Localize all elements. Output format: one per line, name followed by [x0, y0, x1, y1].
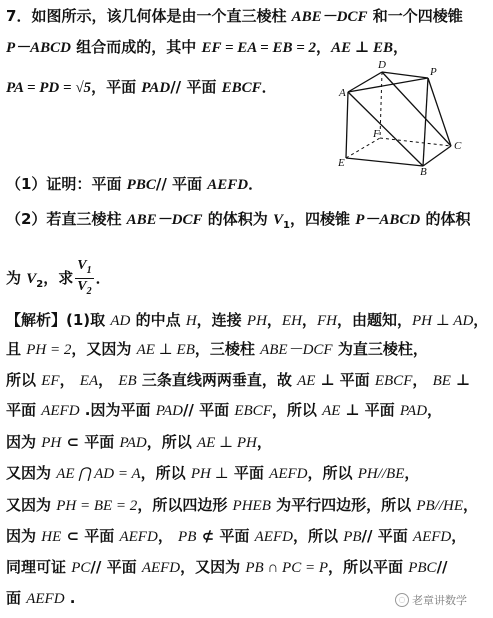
- text: 且: [6, 340, 27, 358]
- math: PH = 2: [26, 342, 72, 358]
- solution-line-9: [6, 557, 448, 578]
- math: V: [26, 270, 37, 287]
- watermark-text: 老章讲数学: [412, 594, 467, 607]
- subscript: 2: [86, 285, 92, 297]
- math: AEFD: [26, 591, 65, 607]
- text: 的中点: [130, 311, 186, 329]
- text: ，由题知，: [336, 311, 412, 329]
- math: PAD: [119, 435, 147, 451]
- text: ，: [266, 311, 282, 329]
- text: ，连接: [196, 311, 247, 329]
- text: 为: [6, 268, 27, 287]
- question-2-cont: [6, 258, 111, 299]
- text: 的体积为: [202, 210, 273, 228]
- math: PAD: [399, 403, 428, 419]
- math: EBCF: [221, 80, 262, 96]
- text: ．: [95, 268, 111, 287]
- text: // 平面: [90, 558, 142, 576]
- math: PAD: [155, 403, 183, 419]
- text: // 平面: [155, 175, 208, 193]
- math: PH: [246, 313, 267, 329]
- solution-line-10: [6, 588, 75, 609]
- text: ，四棱锥: [289, 210, 356, 228]
- text: ，: [427, 401, 443, 419]
- subscript: 1: [283, 220, 290, 231]
- math: V: [272, 212, 283, 228]
- math: PB//HE: [416, 498, 463, 514]
- solution-line-3: [6, 370, 470, 391]
- text: // 平面: [182, 401, 235, 419]
- edge-BC: [423, 146, 451, 166]
- text: （2）若直三棱柱: [6, 210, 127, 228]
- text: ⊥: [450, 371, 470, 389]
- math: PH ⊥: [190, 466, 229, 482]
- question-1: [6, 174, 263, 195]
- label-B: B: [420, 166, 427, 176]
- text: ，三棱柱: [194, 340, 261, 358]
- text: .: [64, 589, 76, 607]
- label-D: D: [378, 59, 386, 71]
- text: ，又因为: [71, 340, 137, 358]
- math: EBCF: [374, 373, 413, 389]
- wechat-icon: ◌: [395, 593, 409, 607]
- text: ⊥ 平面: [340, 401, 400, 419]
- solution-line-6: [6, 463, 419, 484]
- text: ，求: [43, 268, 74, 287]
- edge-EF-hidden: [346, 138, 380, 158]
- text: 为平行四边形，所以: [270, 496, 417, 514]
- text: ，: [316, 38, 332, 56]
- text: ⊂ 平面: [61, 527, 120, 545]
- text: ，所以: [271, 401, 323, 419]
- text: 【解析】(1)取: [6, 311, 111, 329]
- text: // 平面: [170, 78, 222, 96]
- text: （1）证明：平面: [6, 175, 127, 193]
- text: ，: [301, 311, 317, 329]
- text: ，: [404, 464, 420, 482]
- text: ．如图所示，该几何体是由一个直三棱柱: [16, 7, 292, 25]
- text: 三条直线两两垂直，故: [136, 371, 298, 389]
- math: AE ⋂ AD = A: [56, 466, 141, 482]
- text: 又因为: [6, 496, 57, 514]
- text: ，所以: [307, 464, 358, 482]
- problem-line-3: [6, 77, 277, 98]
- math: ABE－DCF: [260, 342, 333, 358]
- text: ，又因为: [180, 558, 246, 576]
- math: HE: [41, 529, 62, 545]
- solution-line-7: [6, 495, 478, 516]
- math: AE: [322, 403, 341, 419]
- text: 同理可证: [6, 558, 72, 576]
- geometry-figure: [338, 58, 478, 176]
- edge-DP: [382, 72, 428, 78]
- label-C: C: [454, 140, 462, 152]
- math: AE: [297, 373, 316, 389]
- text: ，所以平面: [328, 558, 409, 576]
- edge-FC-hidden: [380, 138, 451, 146]
- math: AEFD: [207, 177, 249, 193]
- math: BE: [432, 373, 451, 389]
- text: ．: [248, 175, 264, 193]
- text: 平面: [228, 464, 270, 482]
- math: PBC: [126, 177, 156, 193]
- text: ，: [392, 38, 408, 56]
- solution-line-2: [6, 339, 428, 360]
- fraction-v1-v2: [75, 258, 93, 299]
- text: 的体积: [420, 210, 471, 228]
- text: 面: [6, 589, 27, 607]
- problem-line-2: [6, 37, 408, 58]
- math: EA: [79, 373, 99, 389]
- math: AE ⊥ PH: [196, 435, 257, 451]
- solution-line-8: [6, 526, 466, 547]
- math: P－ABCD: [6, 40, 72, 56]
- math: PH: [41, 435, 62, 451]
- math: AEFD: [254, 529, 293, 545]
- math: PC: [71, 560, 91, 576]
- math: P－ABCD: [355, 212, 421, 228]
- text: ，: [451, 527, 467, 545]
- text: ⊥ 平面: [315, 371, 375, 389]
- solution-line-4: [6, 400, 442, 421]
- text: ，: [256, 433, 272, 451]
- math: H: [185, 313, 197, 329]
- text: ⊂ 平面: [61, 433, 120, 451]
- math: PB ∩ PC = P: [245, 560, 328, 576]
- text: ，所以: [146, 433, 197, 451]
- math: EF = EA = EB = 2: [201, 40, 317, 56]
- math: AEFD: [412, 529, 452, 545]
- math: AD: [110, 313, 131, 329]
- math: EH: [281, 313, 302, 329]
- math: PBC: [408, 560, 437, 576]
- math: EBCF: [234, 403, 272, 419]
- label-A: A: [339, 87, 346, 99]
- text: 因为: [6, 527, 42, 545]
- math: PHEB: [232, 498, 271, 514]
- math: PB: [343, 529, 362, 545]
- problem-number: 7: [6, 7, 17, 25]
- text: ，: [412, 371, 433, 389]
- watermark: [395, 592, 467, 608]
- text: ，: [98, 371, 119, 389]
- math: EB: [118, 373, 137, 389]
- edge-AE: [346, 92, 348, 158]
- text: 组合而成的，其中: [71, 38, 202, 56]
- solution-line-1: [6, 310, 488, 331]
- edge-EB: [346, 158, 423, 166]
- math: PH ⊥ AD: [411, 313, 474, 329]
- text: 因为: [6, 433, 42, 451]
- text: 所以: [6, 371, 42, 389]
- math: PAD: [141, 80, 171, 96]
- label-P: P: [430, 66, 437, 78]
- problem-line-1: [6, 6, 463, 27]
- edge-PB: [423, 78, 428, 166]
- text: 和一个四棱锥: [367, 7, 463, 25]
- text: //: [436, 558, 448, 576]
- question-2: [6, 209, 470, 236]
- text: ，: [157, 527, 179, 545]
- text: 为直三棱柱，: [332, 340, 428, 358]
- math: PH//BE: [357, 466, 405, 482]
- math: FH: [316, 313, 337, 329]
- math: AEFD: [119, 529, 158, 545]
- text: .因为平面: [79, 401, 156, 419]
- math: ABE－DCF: [291, 9, 368, 25]
- text: ，所以: [140, 464, 191, 482]
- subscript: 1: [86, 264, 92, 276]
- label-F: F: [373, 128, 380, 140]
- numerator: V: [77, 258, 87, 273]
- text: ，所以四边形: [137, 496, 233, 514]
- math: PA = PD = √5: [6, 80, 92, 96]
- math: AEFD: [269, 466, 308, 482]
- denominator: V: [77, 278, 87, 294]
- text: ，: [462, 496, 478, 514]
- text: ，: [473, 311, 489, 329]
- math: AEFD: [41, 403, 80, 419]
- text: ，平面: [91, 78, 142, 96]
- text: ．: [261, 78, 277, 96]
- math: PH = BE = 2: [56, 498, 138, 514]
- edge-DF-hidden: [380, 72, 382, 138]
- text: ，: [59, 371, 80, 389]
- math: AE ⊥ EB: [136, 342, 195, 358]
- math: AEFD: [141, 560, 181, 576]
- edge-PC: [428, 78, 451, 146]
- text: // 平面: [361, 527, 413, 545]
- subscript: 2: [36, 278, 44, 290]
- text: ⊄ 平面: [196, 527, 255, 545]
- math: AE ⊥ EB: [331, 40, 393, 56]
- text: 又因为: [6, 464, 57, 482]
- math: EF: [41, 373, 60, 389]
- text: 平面: [6, 401, 42, 419]
- text: ，所以: [292, 527, 344, 545]
- math: ABE－DCF: [126, 212, 203, 228]
- label-E: E: [338, 157, 345, 169]
- math: PB: [178, 529, 197, 545]
- solution-line-5: [6, 432, 272, 453]
